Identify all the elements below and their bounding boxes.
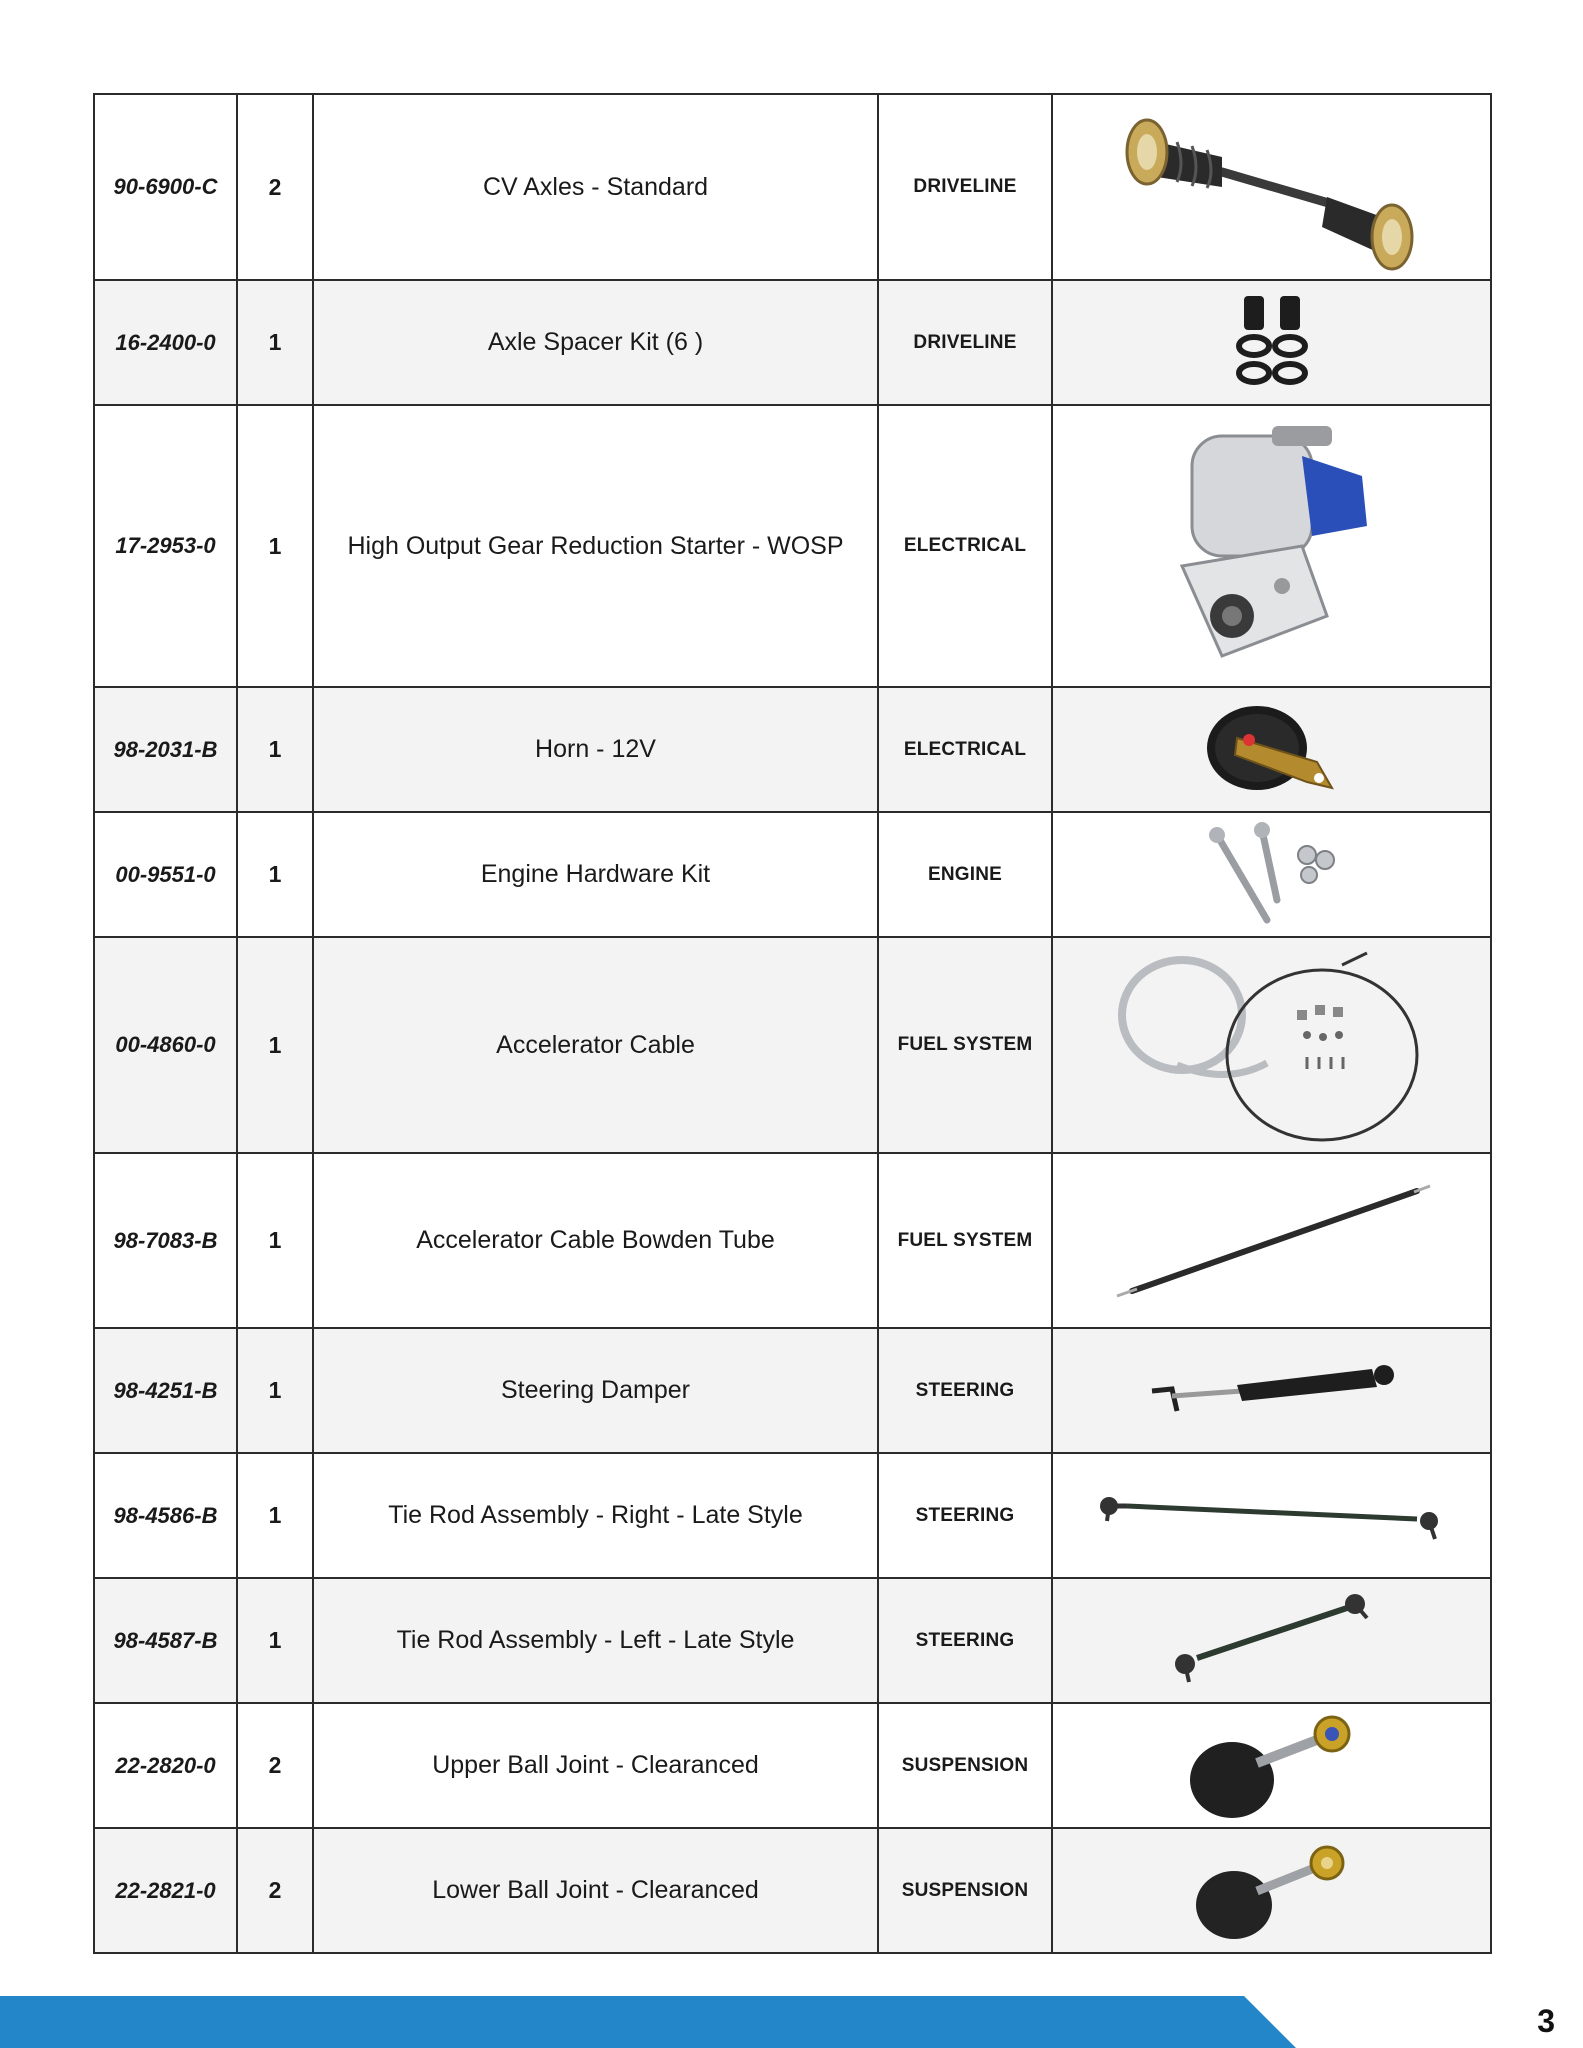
part-number: 22-2820-0 [94, 1703, 237, 1828]
table-row [94, 1578, 1491, 1703]
tie-rod-left-icon [1157, 1586, 1387, 1696]
quantity: 1 [237, 405, 313, 687]
quantity: 2 [237, 1828, 313, 1953]
page-number: 3 [1537, 2003, 1555, 2039]
quantity: 2 [237, 1703, 313, 1828]
part-number: 98-4586-B [94, 1453, 237, 1578]
product-image-cell [1052, 687, 1491, 812]
part-number: 98-4587-B [94, 1578, 237, 1703]
quantity: 2 [237, 94, 313, 280]
category: SUSPENSION [878, 1828, 1052, 1953]
quantity: 1 [237, 1578, 313, 1703]
quantity: 1 [237, 937, 313, 1153]
starter-icon [1152, 416, 1392, 676]
table-row [94, 812, 1491, 937]
description: Lower Ball Joint - Clearanced [313, 1828, 878, 1953]
part-number: 90-6900-C [94, 94, 237, 280]
category: DRIVELINE [878, 280, 1052, 405]
table-row [94, 1703, 1491, 1828]
bowden-tube-icon [1102, 1176, 1442, 1306]
parts-table [93, 93, 1492, 1954]
product-image-cell [1052, 1153, 1491, 1328]
cv-axle-icon [1102, 102, 1442, 272]
part-number: 22-2821-0 [94, 1828, 237, 1953]
ball-joint-lower-icon [1172, 1833, 1372, 1948]
category: ELECTRICAL [878, 405, 1052, 687]
description: Accelerator Cable Bowden Tube [313, 1153, 878, 1328]
quantity: 1 [237, 280, 313, 405]
product-image-cell [1052, 280, 1491, 405]
description: CV Axles - Standard [313, 94, 878, 280]
horn-icon [1197, 700, 1347, 800]
steering-damper-icon [1132, 1351, 1412, 1431]
part-number: 98-4251-B [94, 1328, 237, 1453]
category: ENGINE [878, 812, 1052, 937]
description: Tie Rod Assembly - Left - Late Style [313, 1578, 878, 1703]
category: DRIVELINE [878, 94, 1052, 280]
description: Steering Damper [313, 1328, 878, 1453]
description: Tie Rod Assembly - Right - Late Style [313, 1453, 878, 1578]
table-row [94, 1828, 1491, 1953]
product-image-cell [1052, 1828, 1491, 1953]
product-image-cell [1052, 1453, 1491, 1578]
footer-band [0, 1996, 1583, 2048]
part-number: 16-2400-0 [94, 280, 237, 405]
product-image-cell [1052, 1703, 1491, 1828]
category: STEERING [878, 1453, 1052, 1578]
table-row [94, 687, 1491, 812]
part-number: 00-4860-0 [94, 937, 237, 1153]
table-row [94, 405, 1491, 687]
product-image-cell [1052, 1578, 1491, 1703]
description: Horn - 12V [313, 687, 878, 812]
accelerator-cable-icon [1107, 945, 1437, 1145]
quantity: 1 [237, 1328, 313, 1453]
part-number: 00-9551-0 [94, 812, 237, 937]
category: SUSPENSION [878, 1703, 1052, 1828]
quantity: 1 [237, 1453, 313, 1578]
part-number: 98-7083-B [94, 1153, 237, 1328]
footer-band-shape [0, 1996, 1296, 2048]
table-row [94, 280, 1491, 405]
description: Axle Spacer Kit (6 ) [313, 280, 878, 405]
description: Accelerator Cable [313, 937, 878, 1153]
description: High Output Gear Reduction Starter - WOSP [313, 405, 878, 687]
category: ELECTRICAL [878, 687, 1052, 812]
table-row [94, 937, 1491, 1153]
quantity: 1 [237, 1153, 313, 1328]
description: Engine Hardware Kit [313, 812, 878, 937]
quantity: 1 [237, 687, 313, 812]
table-row [94, 94, 1491, 280]
table-row [94, 1453, 1491, 1578]
category: FUEL SYSTEM [878, 1153, 1052, 1328]
product-image-cell [1052, 1328, 1491, 1453]
description: Upper Ball Joint - Clearanced [313, 1703, 878, 1828]
spacer-kit-icon [1222, 288, 1322, 398]
table-row [94, 1153, 1491, 1328]
part-number: 98-2031-B [94, 687, 237, 812]
product-image-cell [1052, 937, 1491, 1153]
part-number: 17-2953-0 [94, 405, 237, 687]
category: STEERING [878, 1328, 1052, 1453]
product-image-cell [1052, 812, 1491, 937]
product-image-cell [1052, 94, 1491, 280]
ball-joint-upper-icon [1172, 1708, 1372, 1823]
quantity: 1 [237, 812, 313, 937]
product-image-cell [1052, 405, 1491, 687]
table-row [94, 1328, 1491, 1453]
category: STEERING [878, 1578, 1052, 1703]
category: FUEL SYSTEM [878, 937, 1052, 1153]
hardware-kit-icon [1197, 820, 1347, 930]
tie-rod-right-icon [1087, 1481, 1457, 1551]
